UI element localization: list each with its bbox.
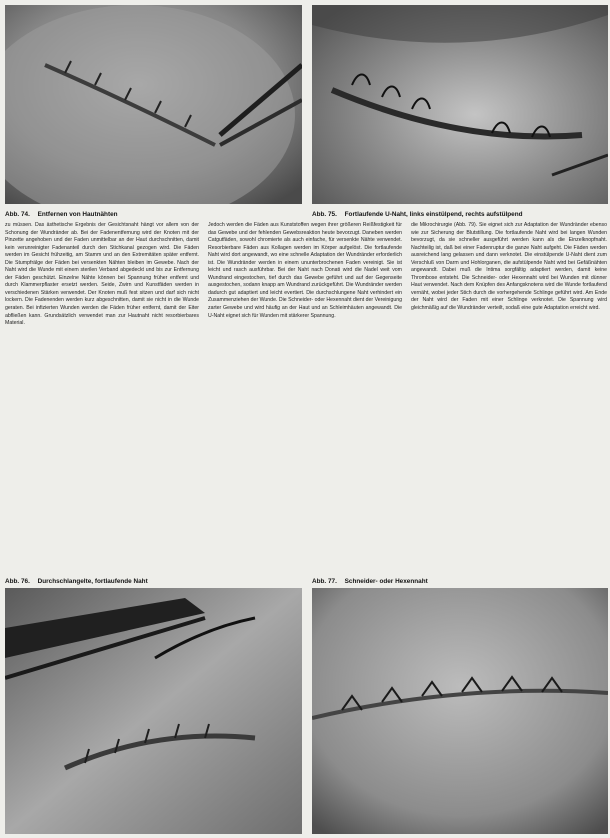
figure-caption-77 [312, 578, 608, 586]
figure-label: Abb. 77. [312, 578, 337, 585]
figure-photo-74 [5, 5, 302, 204]
figure-label: Abb. 74. [5, 211, 30, 218]
paragraph: Jedoch werden die Fäden aus Kunststoffen wegen ihrer größeren Reißfestigkeit für das Gewebe und der fehlenden Gewebsreaktion heute bevorzugt. Daneben werden Catgutfäden, sowohl chromierte als auch einfache, für versenkte Nähte verwendet. Resorbierbare Fäden aus Kollagen werden im Körper aufgelöst. Die fortlaufende Naht wird dort angewandt, wo eine schnelle Adaptation der Wundränder erforderlich ist. Die Wundränder werden in einem ununterbrochenen Faden vereinigt. Sie ist leicht und rasch ausführbar. Bei der Naht nach Donati wird die Nadel weit vom Wundrand eingestochen, tief durch das Gewebe geführt und auf der Gegenseite ausgestochen, sodann knapp am Wundrand zurückgeführt. Die Wundränder werden dadurch gut adaptiert und leicht evertiert. Die durchschlungene Naht verhindert ein Zusammenziehen der Wunde. Die Schneider- oder Hexennaht dient der Vereinigung zarter Gewebe und wird häufig an der Haut und an Schleimhäuten angewandt. Die U-Naht eignet sich für Wunden mit stärkerer Spannung. [208, 222, 402, 319]
figure-label: Abb. 75. [312, 211, 337, 218]
figure-photo-77 [312, 588, 608, 834]
figure-title: Schneider- oder Hexennaht [344, 578, 428, 585]
text-column-3 [411, 222, 607, 574]
figure-photo-76 [5, 588, 302, 834]
text-column-1 [5, 222, 199, 574]
paragraph: zu müssen. Das ästhetische Ergebnis der Gesichtsnaht hängt vor allem von der Schonung der Wundränder ab. Bei der Fadenentfernung wird der Knoten mit der Pinzette angehoben und der Faden unmittelbar an der Haut durchschnitten, damit kein verunreinigter Fadenanteil durch den Stichkanal gezogen wird. Die Fäden werden im Gesicht frühzeitig, am Stamm und an den Extremitäten später entfernt. Die Stumpfrälge der Fäden bei versenkten Nähten bleiben im Gewebe. Nach der Naht wird die Wunde mit einem sterilen Verband abgedeckt und bis zur Entfernung der Fäden geschützt. Einzelne Nähte können bei Spannung früher entfernt und durch Klammerpflaster ersetzt werden. Seide, Zwirn und Kunstfäden werden in verschiedenen Stärken verwendet. Der Knoten muß fest sitzen und darf sich nicht lockern. Die Fadenenden werden kurz abgeschnitten, damit sie nicht in die Wunde geraten. Bei infizierten Wunden werden die Fäden früher entfernt, damit der Eiter abfließen kann. Grundsätzlich verwendet man zur Hautnaht nicht resorbierbares Material. [5, 222, 199, 327]
text-column-2 [208, 222, 402, 574]
paragraph: die Mikrochirurgie (Abb. 79). Sie eignet sich zur Adaptation der Wundränder ebenso wie zur Sicherung der Blutstillung. Die fortlaufende Naht wird bei langen Wunden bevorzugt, da sie schneller ausgeführt werden kann als die Einzelknopfnaht. Nachteilig ist, daß bei einer Fadenruptur die ganze Naht aufgeht. Die Fäden werden ausreichend lang gelassen und dann verknotet. Die einstülpende U-Naht dient zum Verschluß von Darm und Hohlorganen, die aufstülpende Naht wird bei Gefäßnähten angewandt. Dabei muß die Intima sorgfältig adaptiert werden, damit keine Thrombose entsteht. Die Schneider- oder Hexennaht wird bei Wunden mit dünner Haut verwendet. Nach dem Knüpfen des Anfangsknotens wird die Wunde fortlaufend vernäht, wobei jeder Stich durch die vorhergehende Schlinge geführt wird. Am Ende der Naht wird der Faden mit einer Schlinge verknotet. Die Spannung wird gleichmäßig auf die Wundränder verteilt, sodaß eine gute Adaptation erreicht wird. [411, 222, 607, 312]
figure-title: Entfernen von Hautnähten [37, 211, 118, 218]
figure-caption-76 [5, 578, 302, 586]
figure-caption-75 [312, 211, 608, 219]
figure-title: Fortlaufende U-Naht, links einstülpend, rechts aufstülpend [344, 211, 523, 218]
figure-title: Durchschlangelte, fortlaufende Naht [37, 578, 148, 585]
figure-caption-74 [5, 211, 302, 219]
figure-photo-75 [312, 5, 608, 204]
figure-label: Abb. 76. [5, 578, 30, 585]
